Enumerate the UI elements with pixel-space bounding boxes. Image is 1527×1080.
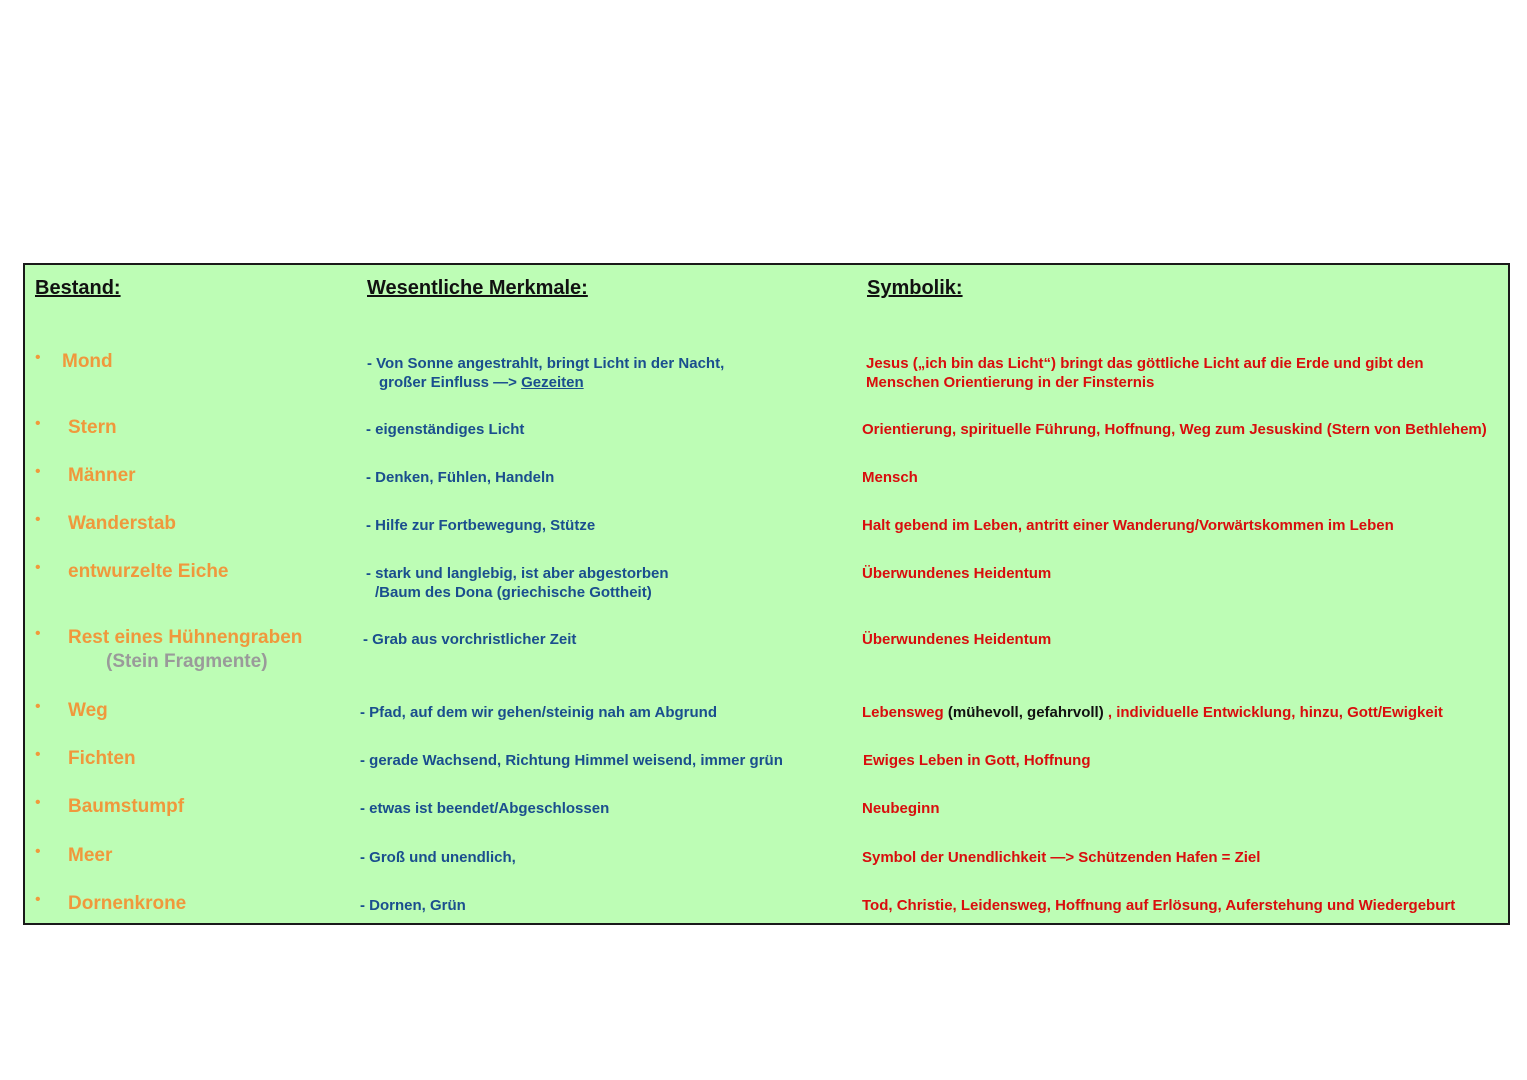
bullet-icon: • (35, 559, 41, 576)
symbol-text: Ewiges Leben in Gott, Hoffnung (863, 752, 1091, 769)
term-subtitle: (Stein Fragmente) (106, 651, 268, 672)
bullet-icon: • (35, 349, 41, 366)
symbol-line: Menschen Orientierung in der Finsternis (866, 374, 1155, 391)
bullet-icon: • (35, 511, 41, 528)
term-label: Baumstumpf (68, 796, 185, 817)
term-label: entwurzelte Eiche (68, 561, 229, 582)
header-bestand: Bestand: (35, 277, 121, 299)
bullet-icon: • (35, 625, 41, 642)
bullet-icon: • (35, 843, 41, 860)
symbol-fragment: Lebensweg (862, 704, 948, 721)
symbol-text (862, 703, 1443, 722)
bullet-icon: • (35, 746, 41, 763)
bullet-icon: • (35, 698, 41, 715)
feature-text: - Grab aus vorchristlicher Zeit (363, 631, 577, 648)
symbol-text: Überwundenes Heidentum (862, 631, 1052, 648)
feature-line (367, 373, 724, 392)
term-label: Meer (68, 845, 113, 866)
bullet-icon: • (35, 794, 41, 811)
bullet-icon: • (35, 415, 41, 432)
header-merkmale: Wesentliche Merkmale: (367, 277, 588, 299)
term-main: Rest eines Hühnengraben (68, 627, 303, 648)
term-label: Mond (62, 351, 113, 372)
gezeiten-link: Gezeiten (521, 374, 584, 391)
feature-line: - stark und langlebig, ist aber abgestorben (366, 565, 669, 582)
feature-line: - Von Sonne angestrahlt, bringt Licht in der Nacht, (367, 355, 725, 372)
symbol-text: Tod, Christie, Leidensweg, Hoffnung auf Erlösung, Auferstehung und Wiedergeburt (862, 897, 1456, 914)
term-label: Stern (68, 417, 117, 438)
bullet-icon: • (35, 891, 41, 908)
symbol-line: Jesus („ich bin das Licht“) bringt das göttliche Licht auf die Erde und gibt den (866, 355, 1424, 372)
term-label: Dornenkrone (68, 893, 187, 914)
feature-line: /Baum des Dona (griechische Gottheit) (375, 584, 652, 601)
symbol-fragment: , individuelle Entwicklung, hinzu, Gott/Ewigkeit (1103, 704, 1443, 721)
feature-text: - Denken, Fühlen, Handeln (366, 469, 555, 486)
symbol-text: Mensch (862, 469, 918, 486)
term-label: Männer (68, 465, 136, 486)
feature-text: - gerade Wachsend, Richtung Himmel weisend, immer grün (360, 752, 783, 769)
symbol-text: Halt gebend im Leben, antritt einer Wanderung/Vorwärtskommen im Leben (862, 517, 1394, 534)
feature-text: - etwas ist beendet/Abgeschlossen (360, 800, 610, 817)
term-label: Wanderstab (68, 513, 177, 534)
symbol-fragment: (mühevoll, gefahrvoll) (947, 704, 1104, 721)
header-symbolik: Symbolik: (867, 277, 963, 299)
feature-fragment: großer Einfluss —> (379, 374, 522, 391)
feature-text: - Pfad, auf dem wir gehen/steinig nah am Abgrund (360, 704, 717, 721)
term-label: Fichten (68, 748, 136, 769)
symbol-text: Symbol der Unendlichkeit —> Schützenden Hafen = Ziel (862, 849, 1261, 866)
feature-text: - eigenständiges Licht (366, 421, 525, 438)
symbol-text (866, 354, 1424, 392)
feature-text (366, 564, 669, 602)
feature-text: - Groß und unendlich, (360, 849, 516, 866)
term-label (68, 627, 302, 673)
feature-text: - Dornen, Grün (360, 897, 466, 914)
feature-text (367, 354, 724, 392)
symbol-text: Überwundenes Heidentum (862, 565, 1052, 582)
term-label: Weg (68, 700, 108, 721)
symbol-text: Orientierung, spirituelle Führung, Hoffnung, Weg zum Jesuskind (Stern von Bethlehem) (862, 421, 1487, 438)
symbol-table-panel (23, 263, 1510, 925)
bullet-icon: • (35, 463, 41, 480)
symbol-text: Neubeginn (862, 800, 940, 817)
feature-text: - Hilfe zur Fortbewegung, Stütze (366, 517, 596, 534)
